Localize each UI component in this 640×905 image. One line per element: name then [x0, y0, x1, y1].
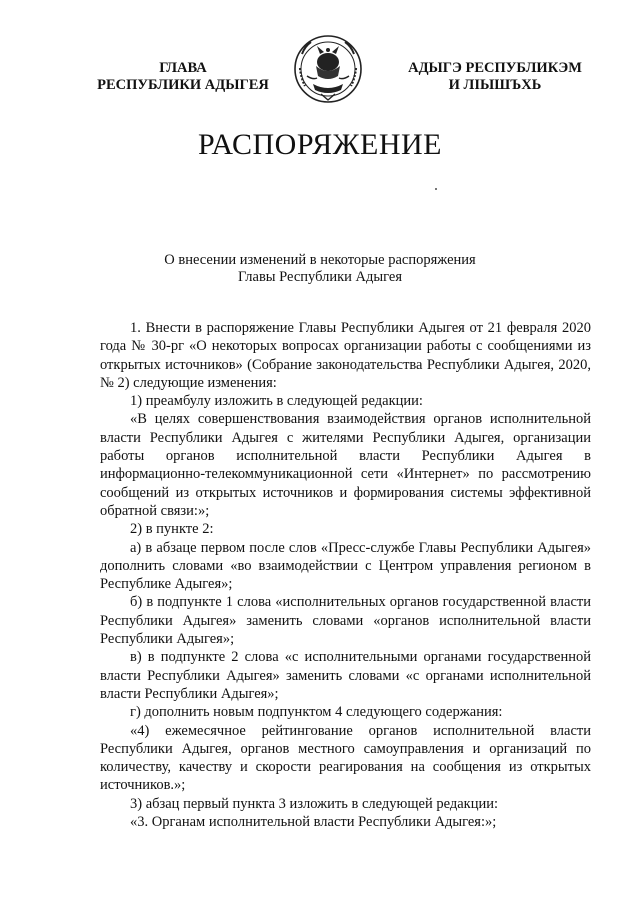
header-right-line: АДЫГЭ РЕСПУБЛИКЭМ	[408, 60, 582, 76]
document-title: РАСПОРЯЖЕНИЕ	[197, 128, 443, 161]
paragraph: б) в подпункте 1 слова «исполнительных органов государственной власти Республики Адыгея» заменить словами «органов исполнительной власти Республики Адыгея»;	[100, 594, 591, 648]
paragraph: 3) абзац первый пункта 3 изложить в следующей редакции:	[130, 795, 499, 812]
paragraph: «В целях совершенствования взаимодействия органов исполнительной власти Республики Адыгея с жителями Республики Адыгея, организации работы органов исполнительной власти Республики Адыгея в информационно-телекоммуникационной сети «Интернет» по рассмотрению сообщений из открытых источников и формирования системы эффективной обратной связи:»;	[100, 411, 591, 519]
header-left-title	[83, 60, 283, 94]
paragraph: «3. Органам исполнительной власти Республики Адыгея:»;	[130, 814, 497, 831]
paragraph: «4) ежемесячное рейтингование органов исполнительной власти Республики Адыгея, органов местного самоуправления и организаций по количеству, качеству и скорости реагирования на сообщения из открытых источников.»;	[100, 722, 591, 794]
scan-speck	[435, 188, 437, 190]
paragraph: 1) преамбулу изложить в следующей редакции:	[130, 393, 423, 410]
paragraph: 2) в пункте 2:	[130, 521, 214, 538]
header-right-line: И ЛІЫШЪХЬ	[448, 77, 542, 93]
header-right-title	[395, 60, 595, 94]
header-left-line: ГЛАВА	[159, 60, 207, 76]
subject-line: Главы Республики Адыгея	[238, 269, 402, 285]
paragraph: в) в подпункте 2 слова «с исполнительными органами государственной власти Республики Адыгея» заменить словами «с органами исполнительной власти Республики Адыгея»;	[100, 649, 591, 702]
document-subject	[0, 252, 640, 286]
paragraph: г) дополнить новым подпунктом 4 следующего содержания:	[130, 704, 503, 721]
paragraph: 1. Внести в распоряжение Главы Республики Адыгея от 21 февраля 2020 года № 30-рг «О некоторых вопросах организации работы с сообщениями из открытых источников» (Собрание законодательства Республики Адыгея, 2020, № 2) следующие изменения:	[100, 320, 591, 391]
paragraph: а) в абзаце первом после слов «Пресс-службе Главы Республики Адыгея» дополнить словами «во взаимодействии с Центром управления регионом в Республике Адыгея»;	[100, 539, 591, 593]
coat-of-arms-icon	[293, 32, 363, 106]
subject-line: О внесении изменений в некоторые распоряжения	[164, 252, 476, 268]
document-body	[100, 319, 591, 831]
header-left-line: РЕСПУБЛИКИ АДЫГЕЯ	[97, 77, 269, 93]
